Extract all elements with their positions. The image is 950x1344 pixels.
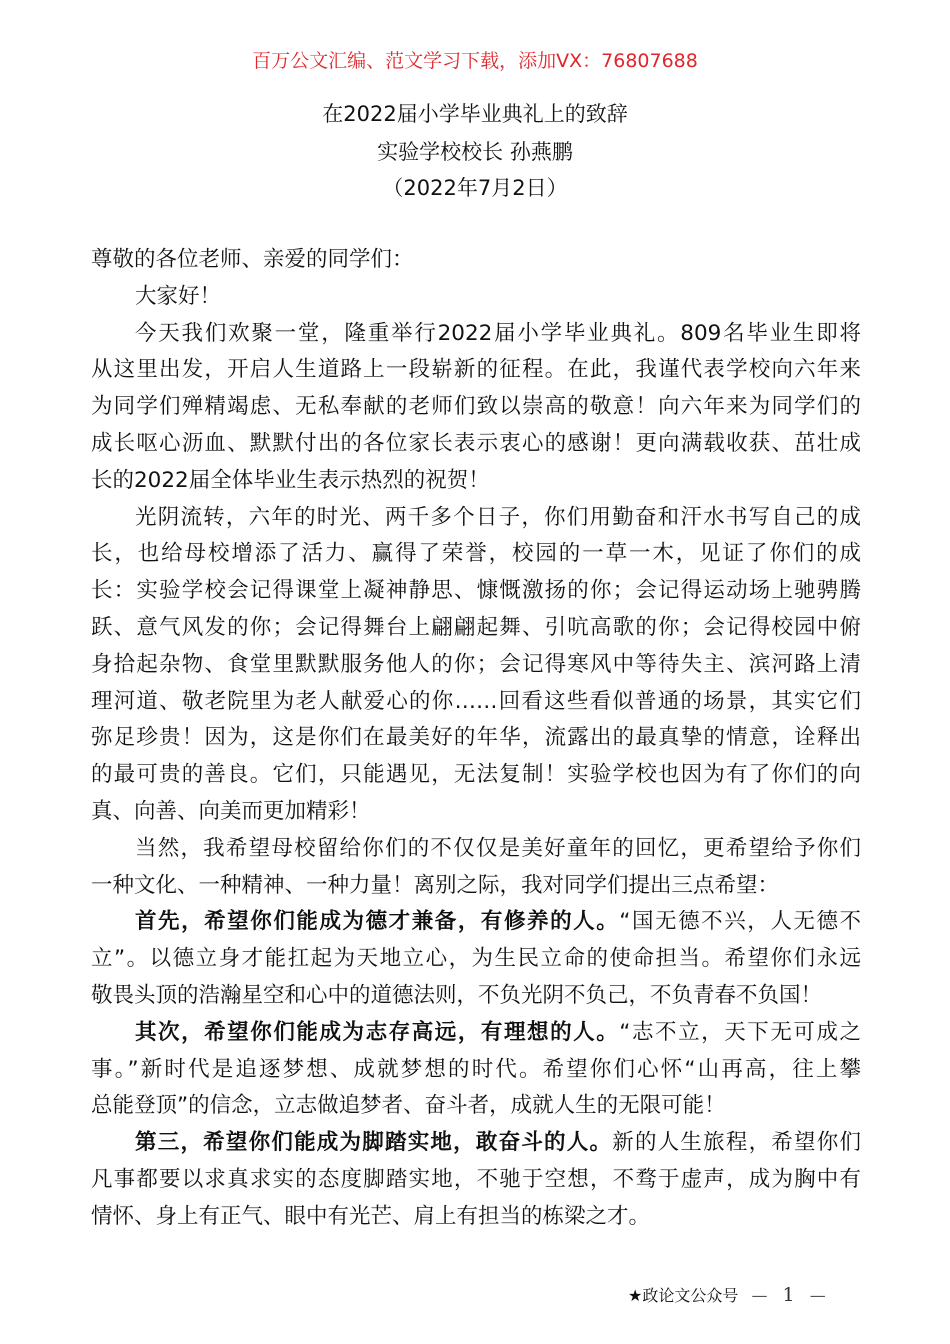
paragraph-line — [91, 757, 861, 794]
footer-dash-left: — — [751, 1286, 768, 1305]
line-text: 事。”新时代是追逐梦想、成就梦想的时代。希望你们心怀“山再高，往上攀 — [91, 1056, 861, 1082]
line-text: 当然，我希望母校留给你们的不仅仅是美好童年的回忆，更希望给予你们 — [135, 835, 861, 861]
line-text: 新的人生旅程，希望你们 — [612, 1130, 861, 1156]
line-text: 长，也给母校增添了活力、赢得了荣誉，校园的一草一木，见证了你们的成 — [91, 541, 861, 567]
line-text: 跃、意气风发的你；会记得舞台上翩翩起舞、引吭高歌的你；会记得校园中俯 — [91, 614, 861, 640]
paragraph — [91, 500, 861, 831]
line-text: 光阴流转，六年的时光、两千多个日子，你们用勤奋和汗水书写自己的成 — [135, 504, 861, 530]
paragraph — [91, 242, 861, 279]
paragraph-line — [91, 720, 861, 757]
paragraph-line — [91, 868, 861, 905]
paragraph-line — [91, 1125, 861, 1162]
line-text: 真、向善、向美而更加精彩！ — [91, 798, 371, 824]
line-text: 弥足珍贵！因为，这是你们在最美好的年华，流露出的最真挚的情意，诠释出 — [91, 725, 861, 751]
paragraph-line — [91, 279, 861, 316]
line-text: 为同学们殚精竭虑、无私奉献的老师们致以崇高的敬意！向六年来为同学们的 — [91, 394, 861, 420]
line-text: 的最可贵的善良。它们，只能遇见，无法复制！实验学校也因为有了你们的向 — [91, 762, 861, 788]
line-text: 理河道、敬老院里为老人献爱心的你……回看这些看似普通的场景，其实它们 — [91, 688, 861, 714]
paragraph-line — [91, 316, 861, 353]
paragraph-line — [91, 1088, 861, 1125]
bold-lead: 首先，希望你们能成为德才兼备，有修养的人。 — [135, 909, 620, 935]
paragraph-line — [91, 463, 861, 500]
document-title: 在2022届小学毕业典礼上的致辞 — [322, 102, 628, 126]
paragraph — [91, 904, 861, 1014]
paragraph — [91, 831, 861, 905]
document-body — [91, 242, 861, 1236]
paragraph — [91, 1125, 861, 1235]
line-text: 成长呕心沥血、默默付出的各位家长表示衷心的感谢！更向满载收获、茁壮成 — [91, 430, 861, 456]
line-text: 长的2022届全体毕业生表示热烈的祝贺！ — [91, 467, 490, 493]
paragraph-line — [91, 500, 861, 537]
line-text: 情怀、身上有正气、眼中有光芒、肩上有担当的栋梁之才。 — [91, 1203, 651, 1229]
paragraph-line — [91, 536, 861, 573]
document-author: 实验学校校长 孙燕鹏 — [377, 140, 573, 164]
line-text: 大家好！ — [135, 283, 222, 309]
document-date: （2022年7月2日） — [382, 176, 568, 200]
line-text: 长：实验学校会记得课堂上凝神静思、慷慨激扬的你；会记得运动场上驰骋腾 — [91, 578, 861, 604]
footer-dash-right: — — [809, 1286, 826, 1305]
paragraph-line — [91, 831, 861, 868]
footer-source: ★政论文公众号 — [628, 1286, 739, 1305]
paragraph-line — [91, 242, 861, 279]
line-text: 凡事都要以求真求实的态度脚踏实地，不驰于空想，不骛于虚声，成为胸中有 — [91, 1166, 861, 1192]
paragraph-line — [91, 978, 861, 1015]
paragraph-line — [91, 904, 861, 941]
page-footer — [628, 1283, 826, 1306]
paragraph — [91, 279, 861, 316]
line-text: “国无德不兴，人无德不 — [619, 909, 862, 935]
line-text: 今天我们欢聚一堂，隆重举行2022届小学毕业典礼。809名毕业生即将 — [135, 320, 861, 346]
paragraph-line — [91, 684, 861, 721]
paragraph-line — [91, 1052, 861, 1089]
paragraph-line — [91, 610, 861, 647]
paragraph — [91, 316, 861, 500]
paragraph-line — [91, 941, 861, 978]
line-text: 总能登顶”的信念，立志做追梦者、奋斗者，成就人生的无限可能！ — [91, 1093, 726, 1119]
paragraph-line — [91, 647, 861, 684]
line-text: 敬畏头顶的浩瀚星空和心中的道德法则，不负光阴不负己，不负青春不负国！ — [91, 982, 823, 1008]
watermark-header: 百万公文汇编、范文学习下载，添加VX：76807688 — [252, 50, 698, 72]
bold-lead: 其次，希望你们能成为志存高远，有理想的人。 — [135, 1019, 620, 1045]
line-text: 尊敬的各位老师、亲爱的同学们： — [91, 247, 414, 272]
paragraph-line — [91, 1015, 861, 1052]
line-text: 一种文化、一种精神、一种力量！离别之际，我对同学们提出三点希望： — [91, 872, 780, 898]
line-text: 立”。以德立身才能扛起为天地立心，为生民立命的使命担当。希望你们永远 — [91, 946, 861, 972]
line-text: 从这里出发，开启人生道路上一段崭新的征程。在此，我谨代表学校向六年来 — [91, 357, 861, 383]
line-text: 身拾起杂物、食堂里默默服务他人的你；会记得寒风中等待失主、滨河路上清 — [91, 651, 861, 677]
paragraph-line — [91, 794, 861, 831]
paragraph-line — [91, 573, 861, 610]
paragraph-line — [91, 426, 861, 463]
line-text: “志不立，天下无可成之 — [619, 1019, 862, 1045]
bold-lead: 第三，希望你们能成为脚踏实地，敢奋斗的人。 — [135, 1130, 613, 1156]
paragraph — [91, 1015, 861, 1125]
paragraph-line — [91, 1162, 861, 1199]
paragraph-line — [91, 1199, 861, 1236]
paragraph-line — [91, 352, 861, 389]
paragraph-line — [91, 389, 861, 426]
page-number: 1 — [782, 1284, 795, 1306]
